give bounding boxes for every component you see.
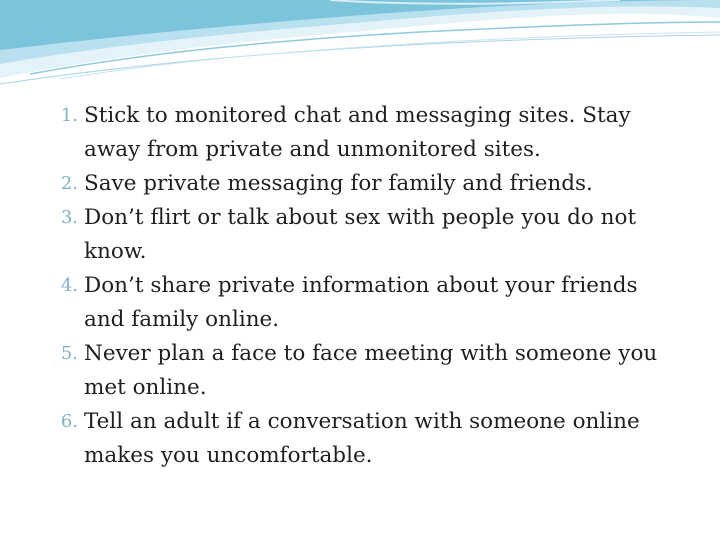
list-number: 3. [60,207,78,228]
list-item [0,99,720,167]
list-item-text: Tell an adult if a conversation with someone online makes you uncomfortable. [84,409,640,468]
list-number: 6. [60,411,78,432]
list-number: 5. [60,343,78,364]
list-item [0,201,720,269]
list-item [0,337,720,405]
list-number: 1. [60,105,78,126]
list-item [0,167,720,201]
wave-header-decoration [0,0,720,90]
list-item-text: Don’t flirt or talk about sex with people you do not know. [84,205,637,264]
list-item-text: Save private messaging for family and friends. [84,171,593,196]
list-item [0,269,720,337]
safety-rules-list [0,99,720,473]
list-number: 2. [60,173,78,194]
list-number: 4. [60,275,78,296]
list-item-text: Never plan a face to face meeting with someone you met online. [84,341,658,400]
slide-body [0,99,720,473]
list-item-text: Don’t share private information about your friends and family online. [84,273,638,332]
list-item [0,405,720,473]
list-item-text: Stick to monitored chat and messaging sites. Stay away from private and unmonitored sites. [84,103,631,162]
